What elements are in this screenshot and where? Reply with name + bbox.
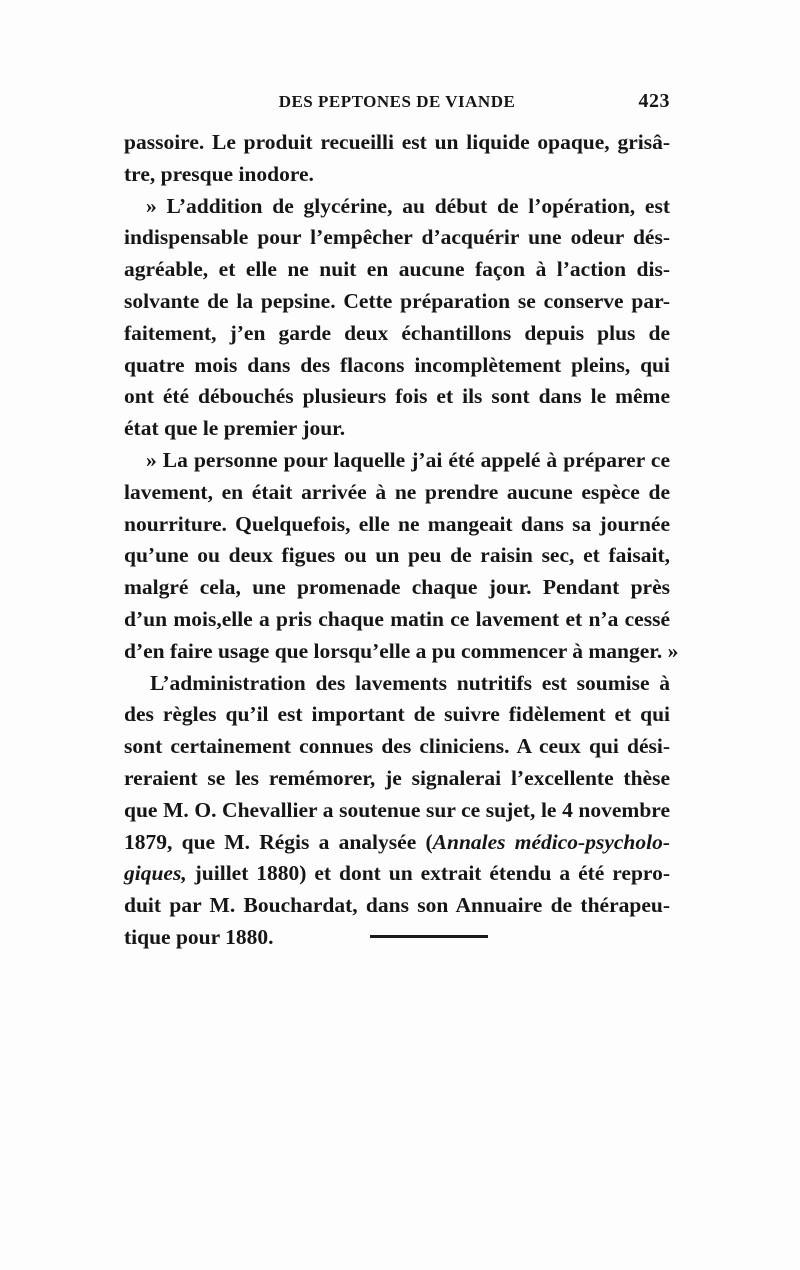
- text-segment: juillet 1880) et dont un extrait étendu a été repro-: [186, 861, 670, 886]
- text-line: que M. O. Chevallier a soutenue sur ce sujet, le 4 novembre: [124, 797, 670, 822]
- running-title: DES PEPTONES DE VIANDE: [278, 92, 516, 111]
- text-line: reraient se les remémorer, je signalerai l’excellente thèse: [124, 765, 670, 790]
- text-line: qu’une ou deux figues ou un peu de raisin sec, et faisait,: [124, 543, 670, 568]
- journal-title: Annales médico-psycholo-: [432, 829, 671, 854]
- page-number: 423: [638, 90, 670, 112]
- text-line: d’en faire usage que lorsqu’elle a pu commencer à manger. »: [124, 638, 679, 663]
- text-line: lavement, en était arrivée à ne prendre aucune espèce de: [124, 479, 670, 504]
- body-text: [124, 127, 679, 954]
- text-line: tique pour 1880.: [124, 924, 274, 949]
- text-line: [124, 858, 670, 890]
- text-line: duit par M. Bouchardat, dans son Annuaire de thérapeu-: [124, 893, 670, 918]
- text-line: » L’addition de glycérine, au début de l’opération, est: [146, 193, 670, 218]
- text-line: tre, presque inodore.: [124, 161, 314, 186]
- text-line: ont été débouchés plusieurs fois et ils sont dans le même: [124, 384, 670, 409]
- text-segment: 1879, que M. Régis a analysée (: [124, 829, 433, 854]
- text-line: [124, 827, 670, 859]
- text-line: agréable, et elle ne nuit en aucune façon à l’action dis-: [124, 257, 670, 282]
- text-line: » La personne pour laquelle j’ai été appelé à préparer ce: [146, 447, 670, 472]
- text-line: indispensable pour l’empêcher d’acquérir une odeur dés-: [124, 225, 670, 250]
- text-line: quatre mois dans des flacons incomplètement pleins, qui: [124, 352, 670, 377]
- text-line: L’administration des lavements nutritifs est soumise à: [150, 670, 670, 695]
- journal-title-end: giques,: [124, 861, 187, 886]
- text-line: d’un mois,elle a pris chaque matin ce lavement et n’a cessé: [124, 606, 670, 631]
- text-line: solvante de la pepsine. Cette préparation se conserve par-: [124, 288, 670, 313]
- text-line: faitement, j’en garde deux échantillons depuis plus de: [124, 320, 670, 345]
- text-line: malgré cela, une promenade chaque jour. Pendant près: [124, 575, 670, 600]
- running-head: [124, 92, 670, 116]
- text-line: passoire. Le produit recueilli est un liquide opaque, grisâ-: [124, 130, 670, 154]
- text-line: des règles qu’il est important de suivre fidèlement et qui: [124, 702, 670, 727]
- text-line: sont certainement connues des cliniciens. A ceux qui dési-: [124, 734, 670, 759]
- text-line: état que le premier jour.: [124, 416, 346, 441]
- text-line: nourriture. Quelquefois, elle ne mangeait dans sa journée: [124, 511, 670, 536]
- section-rule: [370, 935, 488, 938]
